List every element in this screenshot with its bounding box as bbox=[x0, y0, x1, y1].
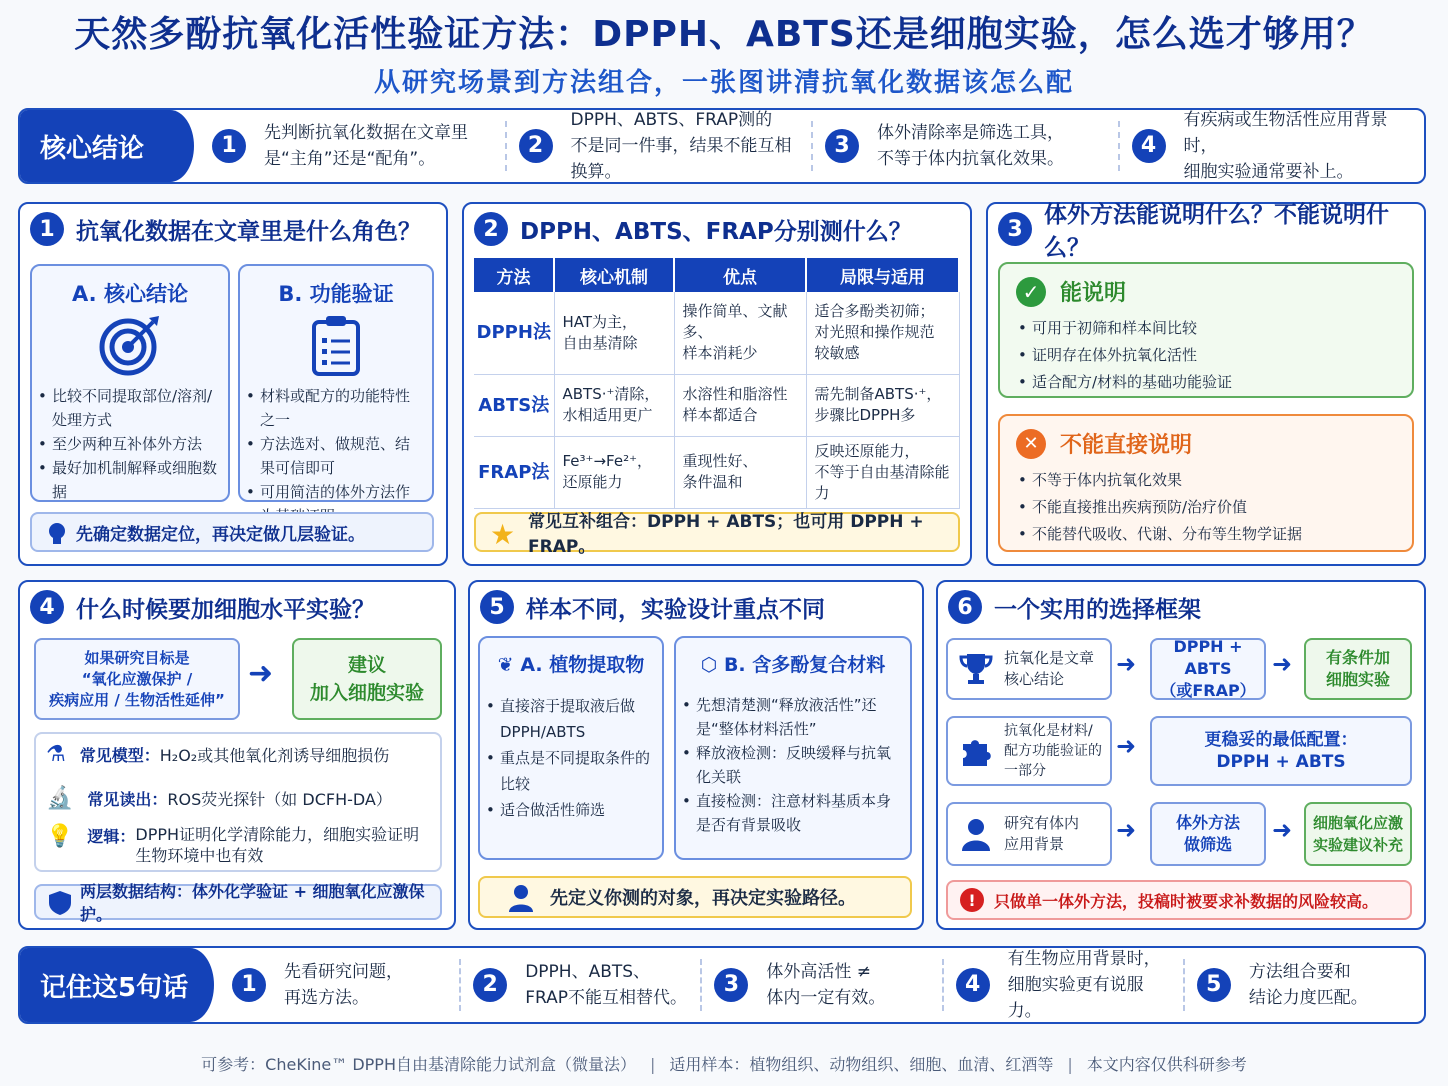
number-badge: 4 bbox=[30, 590, 64, 624]
list-item: • 不能替代吸收、代谢、分布等生物学证据 bbox=[1032, 521, 1402, 548]
list-item: • 释放液检测：反映缓释与抗氧化关联 bbox=[696, 741, 900, 789]
function-verify-box bbox=[238, 264, 434, 502]
section-5-card bbox=[468, 580, 924, 930]
list-item: • 证明存在体外抗氧化活性 bbox=[1032, 342, 1402, 369]
core-conclusion-bar bbox=[18, 108, 1426, 184]
tip-text: 先确定数据定位，再决定做几层验证。 bbox=[76, 524, 365, 545]
remember-item-text: DPPH、ABTS、 FRAP不能互相替代。 bbox=[525, 962, 687, 1008]
remember-bar bbox=[18, 946, 1426, 1024]
alert-icon: ! bbox=[960, 888, 984, 912]
model-text: H₂O₂或其他氧化剂诱导细胞损伤 bbox=[159, 746, 390, 765]
cross-icon: ✕ bbox=[1016, 429, 1046, 459]
check-icon: ✓ bbox=[1016, 277, 1046, 307]
core-item bbox=[813, 121, 1120, 171]
arrow-right-icon: ➜ bbox=[1272, 650, 1293, 678]
list-item: • 比较不同提取部位/溶剂/处理方式 bbox=[52, 384, 218, 432]
section-tip bbox=[478, 876, 912, 918]
arrow-right-icon: ➜ bbox=[1116, 650, 1137, 678]
framework-text: 抗氧化是文章 核心结论 bbox=[1004, 649, 1095, 688]
target-icon bbox=[32, 314, 228, 376]
number-badge: 2 bbox=[519, 129, 553, 163]
number-badge: 2 bbox=[474, 212, 508, 246]
remember-item bbox=[461, 959, 702, 1011]
section-title: DPPH、ABTS、FRAP分别测什么？ bbox=[520, 218, 912, 245]
core-item bbox=[507, 110, 814, 182]
framework-method-box: 体外方法 做筛选 bbox=[1150, 802, 1266, 866]
logic-text: DPPH证明化学清除能力，细胞实验证明 生物环境中也有效 bbox=[135, 825, 420, 865]
list-item: • 至少两种互补体外方法 bbox=[52, 432, 218, 456]
number-badge: 1 bbox=[232, 968, 266, 1002]
framework-text: 抗氧化是材料/ 配方功能验证的 一部分 bbox=[1004, 723, 1102, 779]
can-explain-box bbox=[998, 262, 1414, 398]
list-item: • 最好加机制解释或细胞数据 bbox=[52, 456, 218, 504]
warning-banner bbox=[946, 880, 1412, 920]
number-badge: 6 bbox=[948, 590, 982, 624]
table-cell: 水溶性和脂溶性 样本都适合 bbox=[674, 374, 806, 436]
method-name: DPPH法 bbox=[474, 292, 554, 374]
arrow-right-icon: ➜ bbox=[1116, 732, 1137, 760]
user-icon bbox=[508, 884, 534, 917]
footer bbox=[0, 1052, 1448, 1075]
lightbulb-icon: 💡 bbox=[46, 824, 74, 849]
puzzle-icon bbox=[948, 734, 1004, 768]
remember-tag: 记住这5句话 bbox=[20, 948, 190, 1022]
remember-item bbox=[702, 959, 943, 1011]
detail-panel bbox=[34, 732, 442, 872]
leaf-icon: ❦ bbox=[497, 654, 514, 676]
framework-start-box bbox=[946, 802, 1112, 866]
section-2-card bbox=[462, 202, 972, 566]
remember-item-text: 方法组合要和 结论力度匹配。 bbox=[1248, 962, 1368, 1008]
section-4-card bbox=[18, 580, 456, 930]
person-icon bbox=[948, 817, 1004, 851]
framework-min-config-box: 更稳妥的最低配置： DPPH + ABTS bbox=[1150, 716, 1412, 786]
readout-row bbox=[46, 786, 392, 811]
logic-row bbox=[46, 824, 419, 866]
framework-start-box bbox=[946, 638, 1112, 700]
sub-title bbox=[676, 650, 910, 677]
tip-text: 常见互补组合：DPPH + ABTS；也可用 DPPH + FRAP。 bbox=[528, 512, 924, 557]
table-cell: 反映还原能力， 不等于自由基清除能力 bbox=[806, 436, 959, 508]
polyphenol-material-box bbox=[674, 636, 912, 860]
table-row bbox=[474, 436, 959, 508]
framework-text: 研究有体内 应用背景 bbox=[1004, 814, 1080, 853]
framework-result-box: 细胞氧化应激 实验建议补充 bbox=[1304, 802, 1412, 866]
sub-title bbox=[480, 650, 662, 677]
lightbulb-icon bbox=[46, 521, 68, 552]
list-item: • 可用于初筛和样本间比较 bbox=[1032, 315, 1402, 342]
method-table bbox=[474, 258, 960, 509]
table-header: 方法 bbox=[474, 258, 554, 292]
footer-samples: 适用样本：植物组织、动物组织、细胞、血清、红酒等 bbox=[669, 1055, 1054, 1074]
remember-item-text: 体外高活性 ≠ 体内一定有效。 bbox=[766, 962, 886, 1008]
section-3-card bbox=[986, 202, 1426, 566]
number-badge: 4 bbox=[956, 968, 990, 1002]
table-header-row bbox=[474, 258, 959, 292]
table-cell: HAT为主， 自由基清除 bbox=[554, 292, 674, 374]
table-cell: ABTS·⁺清除， 水相适用更广 bbox=[554, 374, 674, 436]
list-item: • 适合配方/材料的基础功能验证 bbox=[1032, 369, 1402, 396]
core-item-text: 先判断抗氧化数据在文章里 是“主角”还是“配角”。 bbox=[264, 123, 468, 169]
table-row bbox=[474, 292, 959, 374]
list-item: • 先想清楚测“释放液活性”还是“整体材料活性” bbox=[696, 693, 900, 741]
core-item bbox=[1120, 110, 1425, 182]
list-item: • 适合做活性筛选 bbox=[500, 797, 652, 823]
method-name: FRAP法 bbox=[474, 436, 554, 508]
molecule-icon: ⬡ bbox=[700, 654, 718, 676]
core-item-text: 体外清除率是筛选工具， 不等于体内抗氧化效果。 bbox=[877, 123, 1064, 169]
table-cell: Fe³⁺→Fe²⁺， 还原能力 bbox=[554, 436, 674, 508]
section-1-card bbox=[18, 202, 448, 566]
list-item: • 重点是不同提取条件的比较 bbox=[500, 745, 652, 797]
remember-item bbox=[944, 949, 1185, 1021]
page-subtitle: 从研究场景到方法组合，一张图讲清抗氧化数据该怎么配 bbox=[373, 68, 1074, 98]
list-item: • 不能直接推出疾病预防/治疗价值 bbox=[1032, 494, 1402, 521]
condition-box: 如果研究目标是 “氧化应激保护 / 疾病应用 / 生物活性延伸” bbox=[34, 638, 240, 720]
core-conclusion-box bbox=[30, 264, 230, 502]
divider: | bbox=[650, 1055, 656, 1074]
readout-text: ROS荧光探针（如 DCFH-DA） bbox=[167, 790, 392, 809]
cannot-title: 不能直接说明 bbox=[1060, 433, 1193, 458]
list-item: • 材料或配方的功能特性之一 bbox=[260, 384, 422, 432]
table-cell: 操作简单、文献多、 样本消耗少 bbox=[674, 292, 806, 374]
model-label: 常见模型： bbox=[79, 746, 160, 765]
table-row bbox=[474, 374, 959, 436]
divider: | bbox=[1067, 1055, 1073, 1074]
list-item: • 不等于体内抗氧化效果 bbox=[1032, 467, 1402, 494]
cannot-explain-box bbox=[998, 414, 1414, 552]
sub-title-text: B. 含多酚复合材料 bbox=[723, 654, 886, 676]
sub-title-text: A. 植物提取物 bbox=[520, 654, 645, 676]
flask-icon: ⚗ bbox=[46, 742, 66, 767]
framework-result-box: 有条件加 细胞实验 bbox=[1304, 638, 1412, 700]
section-title: 一个实用的选择框架 bbox=[994, 596, 1201, 623]
section-6-card bbox=[936, 580, 1426, 930]
number-badge: 3 bbox=[998, 212, 1032, 246]
microscope-icon: 🔬 bbox=[46, 786, 74, 811]
number-badge: 1 bbox=[212, 129, 246, 163]
table-cell: 适合多酚类初筛； 对光照和操作规范 较敏感 bbox=[806, 292, 959, 374]
arrow-right-icon: ➜ bbox=[248, 656, 274, 691]
number-badge: 5 bbox=[1197, 968, 1231, 1002]
list-item: • 可用简洁的体外方法作 bbox=[260, 480, 422, 528]
page-title: 天然多酚抗氧化活性验证方法：DPPH、ABTS还是细胞实验，怎么选才够用？ bbox=[74, 14, 1374, 55]
section-title: 样本不同，实验设计重点不同 bbox=[526, 596, 825, 623]
core-item-text: DPPH、ABTS、FRAP测的 不是同一件事，结果不能互相换算。 bbox=[570, 110, 792, 182]
number-badge: 3 bbox=[714, 968, 748, 1002]
number-badge: 3 bbox=[825, 129, 859, 163]
tip-text: 两层数据结构：体外化学验证 + 细胞氧化应激保护。 bbox=[80, 882, 425, 924]
readout-label: 常见读出： bbox=[87, 790, 168, 809]
advice-box: 建议 加入细胞实验 bbox=[292, 638, 442, 720]
framework-method-box: DPPH + ABTS （或FRAP） bbox=[1150, 638, 1266, 700]
arrow-right-icon: ➜ bbox=[1272, 816, 1293, 844]
core-item bbox=[200, 121, 507, 171]
remember-item-text: 有生物应用背景时， 细胞实验更有说服力。 bbox=[1007, 949, 1161, 1021]
table-cell: 需先制备ABTS·⁺， 步骤比DPPH多 bbox=[806, 374, 959, 436]
core-tag: 核心结论 bbox=[20, 110, 170, 182]
number-badge: 4 bbox=[1132, 129, 1166, 163]
warning-text: 只做单一体外方法，投稿时被要求补数据的风险较高。 bbox=[994, 891, 1379, 911]
list-item: • 方法选对、做规范、结果可信即可 bbox=[260, 432, 422, 480]
model-row bbox=[46, 742, 389, 767]
section-tip bbox=[30, 512, 434, 552]
footer-disclaimer: 本文内容仅供科研参考 bbox=[1086, 1055, 1247, 1074]
section-tip bbox=[474, 512, 960, 557]
remember-item bbox=[220, 959, 461, 1011]
number-badge: 2 bbox=[473, 968, 507, 1002]
shield-icon bbox=[48, 890, 72, 920]
tip-text: 先定义你测的对象，再决定实验路径。 bbox=[550, 888, 856, 909]
list-item: • 直接溶于提取液后做DPPH/ABTS bbox=[500, 693, 652, 745]
list-item: • 直接检测：注意材料基质本身是否有背景吸收 bbox=[696, 789, 900, 837]
footer-reference: 可参考：CheKine™ DPPH自由基清除能力试剂盒（微量法） bbox=[201, 1055, 636, 1074]
table-header: 优点 bbox=[674, 258, 806, 292]
table-cell: 重现性好、 条件温和 bbox=[674, 436, 806, 508]
star-icon: ★ bbox=[490, 518, 516, 551]
method-name: ABTS法 bbox=[474, 374, 554, 436]
section-title: 什么时候要加细胞水平实验？ bbox=[76, 596, 375, 623]
section-tip bbox=[34, 882, 442, 924]
framework-start-box bbox=[946, 716, 1112, 786]
sub-title: A. 核心结论 bbox=[72, 282, 188, 306]
logic-label: 逻辑： bbox=[87, 827, 136, 846]
table-header: 核心机制 bbox=[554, 258, 674, 292]
sub-title: B. 功能验证 bbox=[278, 282, 394, 306]
core-item-text: 有疾病或生物活性应用背景时， 细胞实验通常要补上。 bbox=[1183, 110, 1388, 182]
plant-extract-box bbox=[478, 636, 664, 860]
number-badge: 5 bbox=[480, 590, 514, 624]
trophy-icon bbox=[948, 652, 1004, 686]
section-title: 抗氧化数据在文章里是什么角色？ bbox=[76, 218, 421, 245]
table-header: 局限与适用 bbox=[806, 258, 959, 292]
section-title: 体外方法能说明什么？不能说明什么？ bbox=[1044, 202, 1389, 261]
arrow-right-icon: ➜ bbox=[1116, 816, 1137, 844]
number-badge: 1 bbox=[30, 212, 64, 246]
clipboard-icon bbox=[240, 314, 432, 376]
remember-item-text: 先看研究问题， 再选方法。 bbox=[284, 962, 403, 1008]
remember-item bbox=[1185, 959, 1424, 1011]
can-title: 能说明 bbox=[1060, 281, 1127, 306]
